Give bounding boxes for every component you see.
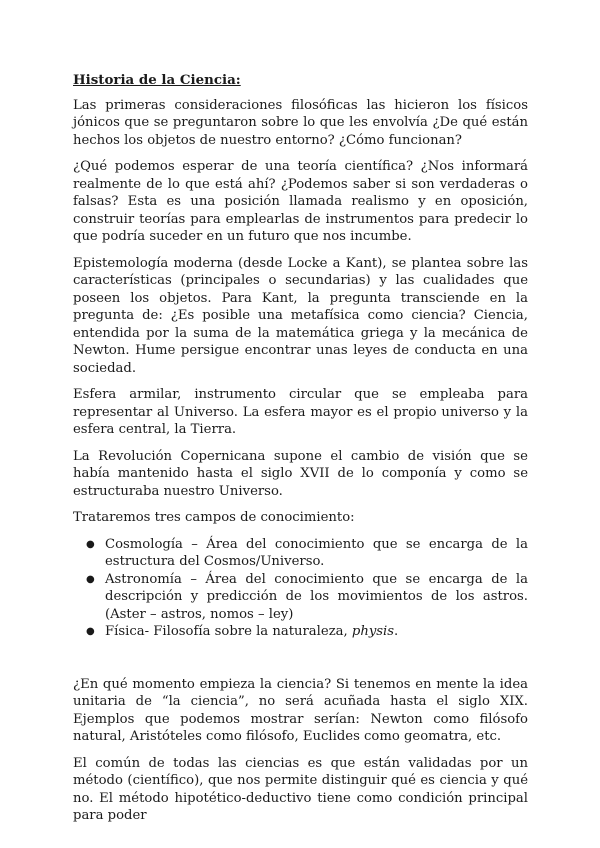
bullet-icon: ● [86, 573, 95, 585]
paragraph-ionian-physicists: Las primeras consideraciones filosóficas las hicieron los físicos jónicos que se preguntaron sobre lo que les envolvía ¿De qué están hechos los objetos de nuestro entorno? ¿Cómo funcionan? [73, 97, 528, 148]
list-item-italic-term: physis [351, 624, 395, 639]
list-item [86, 536, 528, 571]
paragraph-fields-intro: Trataremos tres campos de conocimiento: [73, 510, 355, 525]
list-item-suffix: . [394, 624, 399, 639]
blank-spacer [73, 650, 528, 676]
bullet-icon: ● [86, 538, 95, 550]
document-title: Historia de la Ciencia: [73, 72, 241, 88]
paragraph-copernican-revolution: La Revolución Copernicana supone el cambio de visión que se había mantenido hasta el siglo XVII de lo componía y como se estructuraba nuestro Universo. [73, 448, 528, 499]
fields-list [73, 536, 528, 641]
paragraph-armillary-sphere: Esfera armilar, instrumento circular que se empleaba para representar al Universo. La esfera mayor es el propio universo y la esfera central, la Tierra. [73, 387, 528, 437]
list-item [86, 571, 528, 624]
paragraph-scientific-method: El común de todas las ciencias es que están validadas por un método (científico), que nos permite distinguir qué es ciencia y qué no. El método hipotético-deductivo tiene como condición principal para poder [73, 755, 528, 823]
list-item-text: Astronomía – Área del conocimiento que se encarga de la descripción y predicción de los movimientos de los astros. (Aster – astros, nomos – ley) [105, 571, 528, 622]
list-item-text: Física- Filosofía sobre la naturaleza, [105, 624, 352, 639]
bullet-icon: ● [86, 626, 95, 637]
list-item-text: Cosmología – Área del conocimiento que se encarga de la estructura del Cosmos/Universo. [105, 536, 528, 569]
paragraph-modern-epistemology: Epistemología moderna (desde Locke a Kant), se plantea sobre las características (principales o secundarias) y las cualidades que poseen los objetos. Para Kant, la pregunta transciende en la pregunta de: ¿Es posible una metafísica como ciencia? Ciencia, entendida por la suma de la matemática griega y la mecánica de Newton. Hume persigue encontrar unas leyes de conducta en una sociedad. [73, 255, 528, 376]
paragraph-when-science-begins: ¿En qué momento empieza la ciencia? Si tenemos en mente la idea unitaria de “la ciencia”, no será acuñada hasta el siglo XIX. Ejemplos que podemos mostrar serían: Newton como filósofo natural, Aristóteles como filósofo, Euclides como geomatra, etc. [73, 676, 528, 744]
paragraph-scientific-theory: ¿Qué podemos esperar de una teoría científica? ¿Nos informará realmente de lo que está ahí? ¿Podemos saber si son verdaderas o falsas? Esta es una posición llamada realismo y en oposición, construir teorías para emplearlas de instrumentos para predecir lo que podría suceder en un futuro que nos incumbe. [73, 159, 528, 244]
list-item [86, 623, 528, 641]
document-page [73, 72, 528, 834]
